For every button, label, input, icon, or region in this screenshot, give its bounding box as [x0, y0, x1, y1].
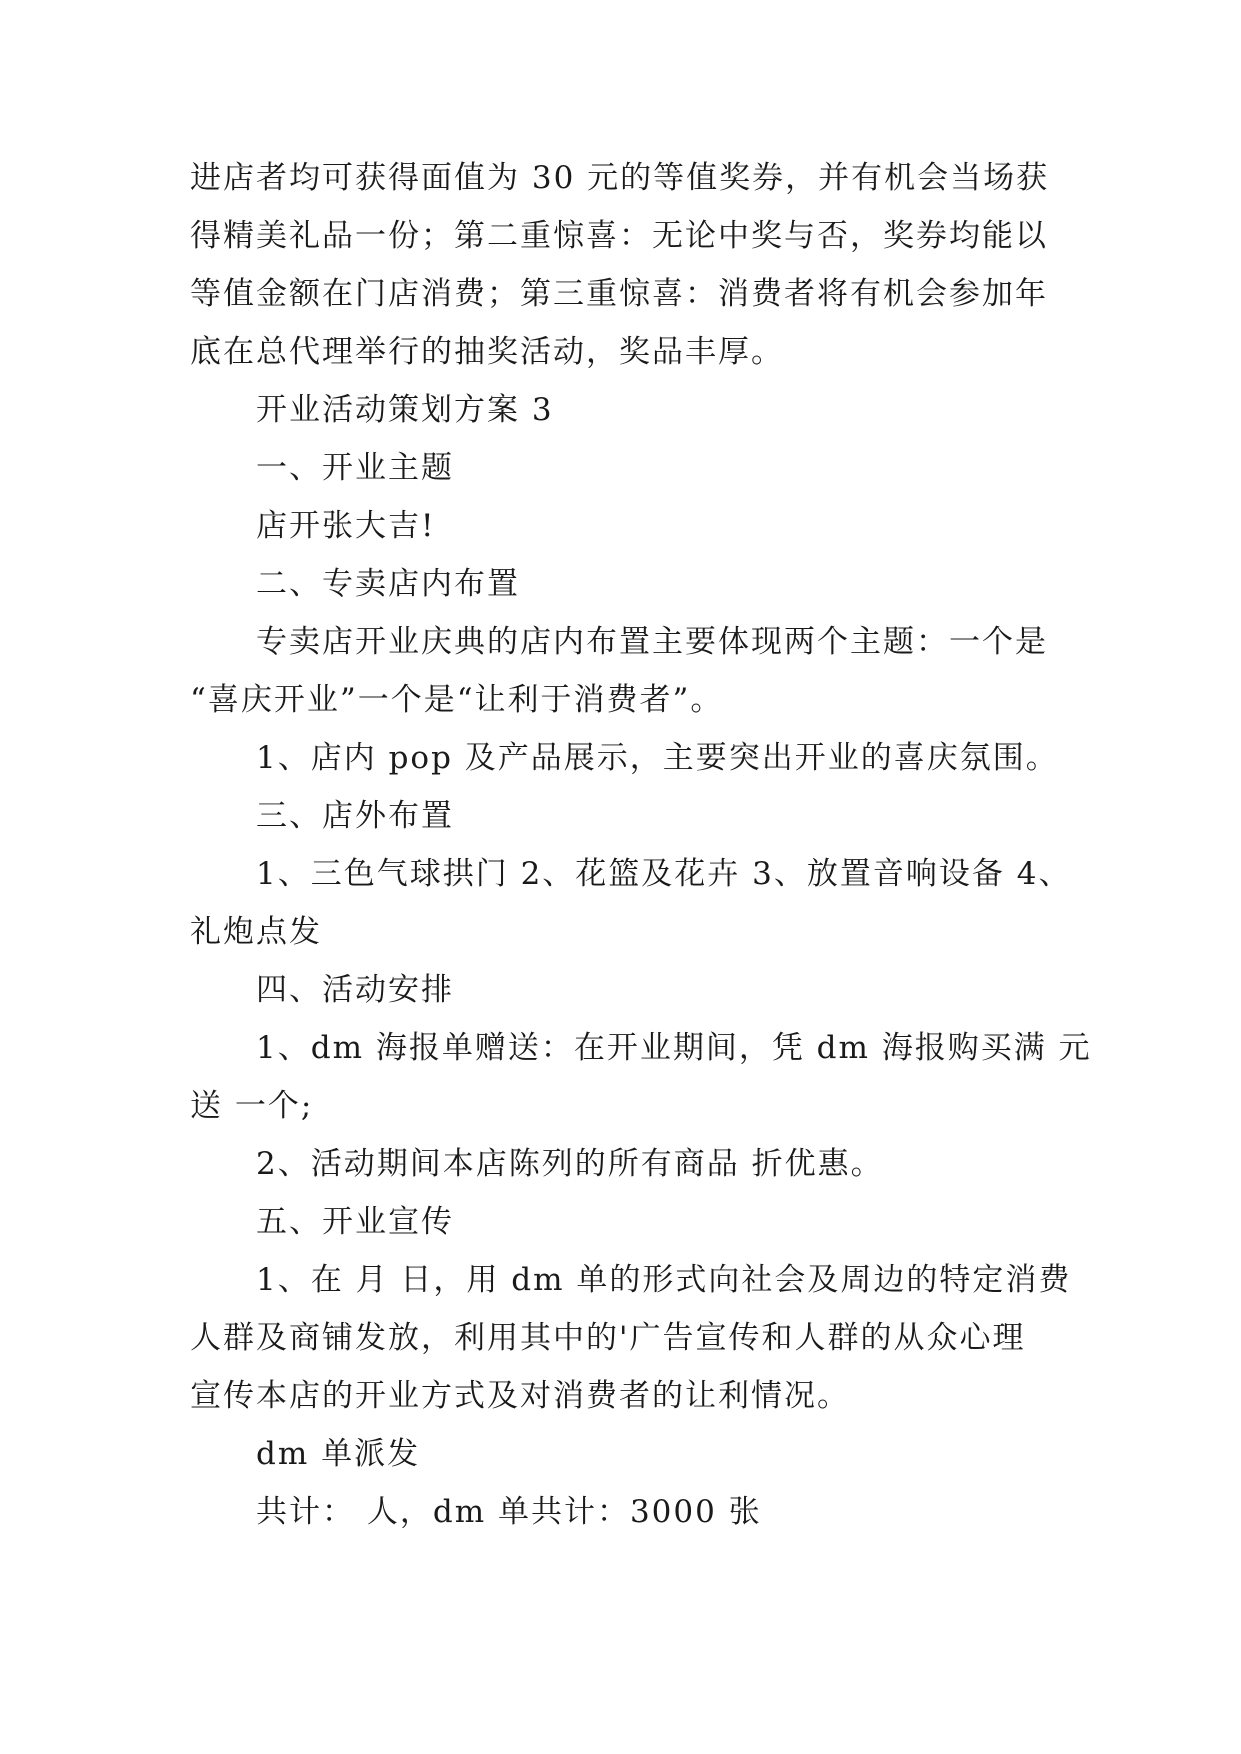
dm-distribution-total: 共计： 人，dm 单共计：3000 张 — [256, 1494, 762, 1530]
document-title: 开业活动策划方案 3 — [256, 392, 554, 428]
dm-distribution-heading: dm 单派发 — [256, 1436, 421, 1472]
paragraph-line-4: 底在总代理举行的抽奖活动，奖品丰厚。 — [190, 334, 784, 370]
section-5-item-1-line-1: 1、在 月 日，用 dm 单的形式向社会及周边的特定消费 — [256, 1262, 1072, 1298]
section-3-items-line-1: 1、三色气球拱门 2、花篮及花卉 3、放置音响设备 4、 — [256, 856, 1072, 892]
section-4-item-2: 2、活动期间本店陈列的所有商品 折优惠。 — [256, 1146, 884, 1182]
section-1-text: 店开张大吉! — [256, 508, 436, 544]
section-heading-1: 一、开业主题 — [256, 450, 454, 486]
section-2-paragraph-line-1: 专卖店开业庆典的店内布置主要体现两个主题：一个是 — [256, 624, 1048, 660]
section-2-paragraph-line-2: “喜庆开业”一个是“让利于消费者”。 — [190, 682, 724, 718]
paragraph-line-2: 得精美礼品一份；第二重惊喜：无论中奖与否，奖券均能以 — [190, 218, 1048, 254]
section-heading-5: 五、开业宣传 — [256, 1204, 454, 1240]
section-4-item-1-line-1: 1、dm 海报单赠送：在开业期间，凭 dm 海报购买满 元 — [256, 1030, 1092, 1066]
section-3-items-line-2: 礼炮点发 — [190, 914, 322, 950]
section-4-item-1-line-2: 送 一个; — [190, 1088, 314, 1124]
section-5-item-1-line-2: 人群及商铺发放，利用其中的'广告宣传和人群的从众心理 — [190, 1320, 1026, 1356]
section-5-item-1-line-3: 宣传本店的开业方式及对消费者的让利情况。 — [190, 1378, 850, 1414]
paragraph-line-3: 等值金额在门店消费；第三重惊喜：消费者将有机会参加年 — [190, 276, 1048, 312]
section-heading-2: 二、专卖店内布置 — [256, 566, 520, 602]
section-heading-4: 四、活动安排 — [256, 972, 454, 1008]
section-heading-3: 三、店外布置 — [256, 798, 454, 834]
section-2-item-1: 1、店内 pop 及产品展示，主要突出开业的喜庆氛围。 — [256, 740, 1059, 776]
paragraph-line-1: 进店者均可获得面值为 30 元的等值奖券，并有机会当场获 — [190, 160, 1050, 196]
